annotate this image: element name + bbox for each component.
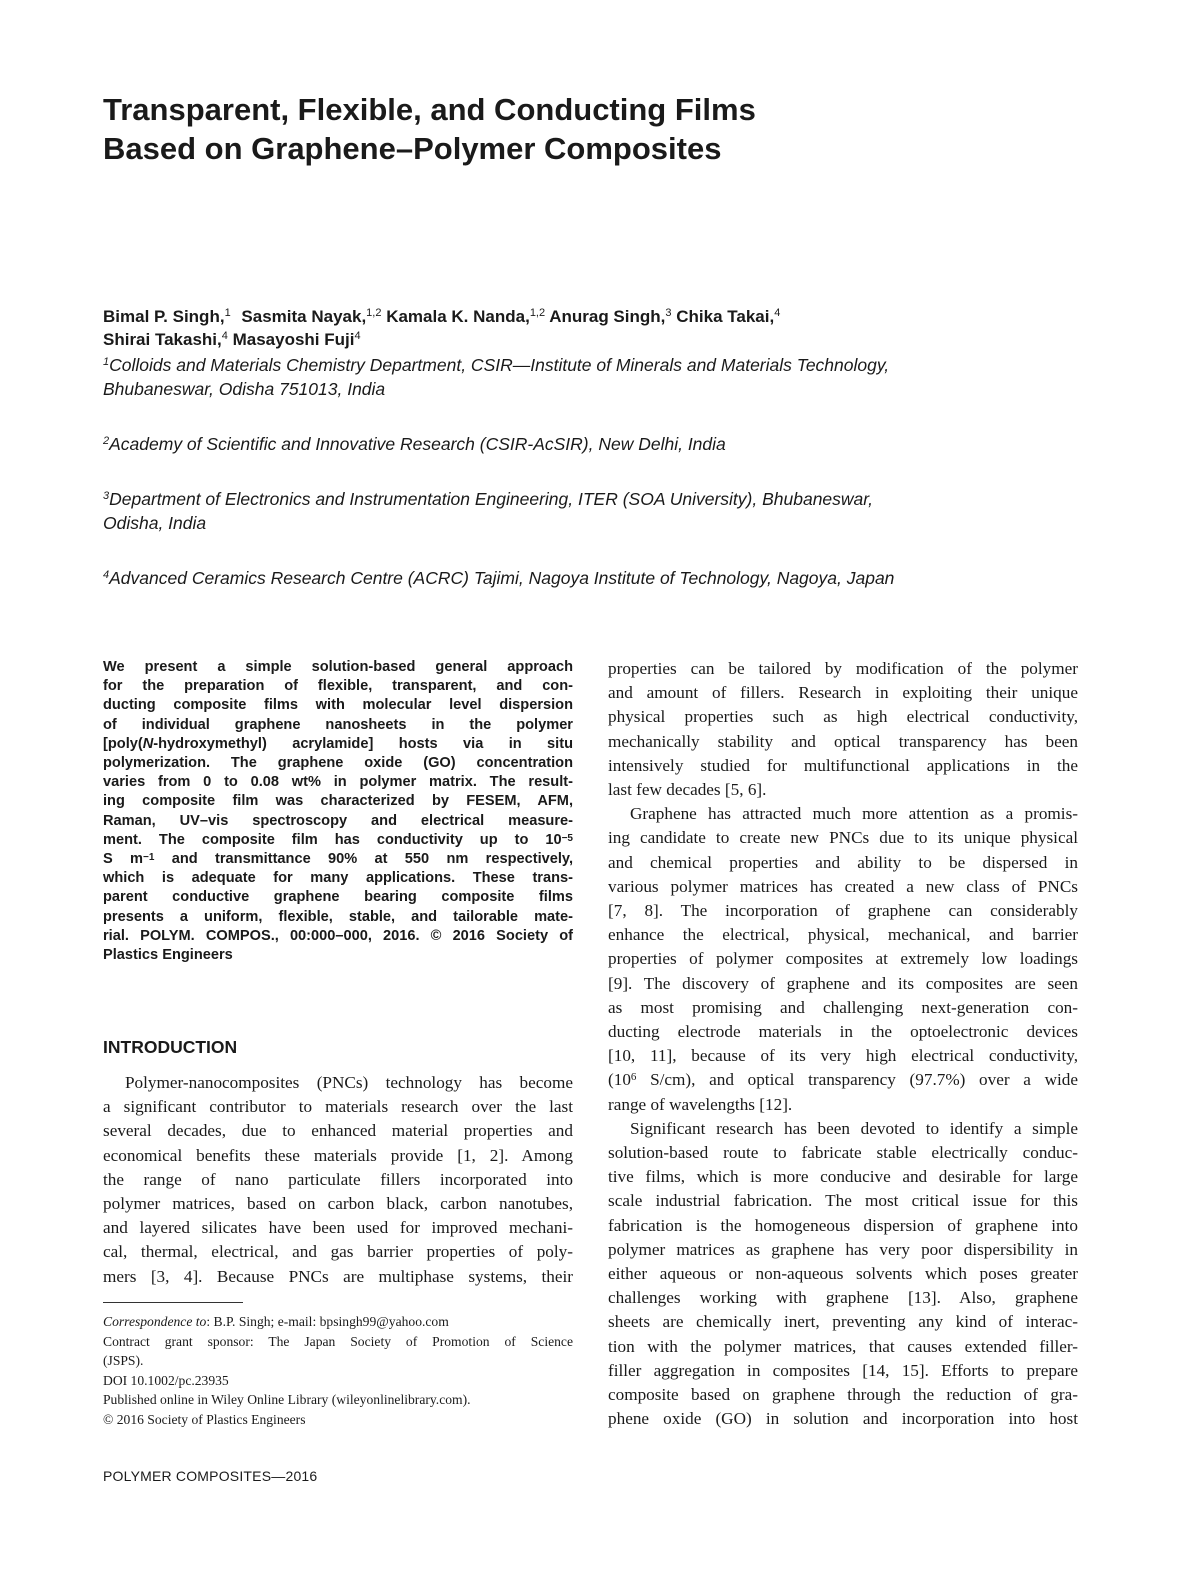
author-list <box>103 305 1063 351</box>
abstract-line: varies from 0 to 0.08 wt% in polymer matrix. The result- <box>103 774 573 791</box>
body-text-line: physical properties such as high electrical conductivity, <box>608 707 1078 727</box>
abstract-line: of individual graphene nanosheets in the polymer <box>103 716 573 733</box>
paper-title <box>103 90 1003 168</box>
body-text-line: range of wavelengths [12]. <box>608 1094 793 1114</box>
body-text-line: economical benefits these materials provide [1, 2]. Among <box>103 1145 573 1165</box>
body-text-line: Graphene has attracted much more attention as a promis- <box>630 804 1078 824</box>
body-text-line: cal, thermal, electrical, and gas barrier properties of poly- <box>103 1242 573 1262</box>
abstract-line: Raman, UV–vis spectroscopy and electrical measure- <box>103 812 573 829</box>
body-text-line: scale industrial fabrication. The most critical issue for this <box>608 1191 1078 1211</box>
author-sup: 1,2 <box>366 307 382 319</box>
footnote-grant: Contract grant sponsor: The Japan Society of Promotion of Science <box>103 1333 573 1349</box>
body-text-line: phene oxide (GO) in solution and incorporation into host <box>608 1409 1078 1429</box>
section-heading: INTRODUCTION <box>103 1037 238 1057</box>
author-line <box>103 328 1063 351</box>
author-sup: 4 <box>774 307 781 319</box>
author-sup: 1 <box>224 307 231 319</box>
footnote-copyright: © 2016 Society of Plastics Engineers <box>103 1411 306 1427</box>
body-text-line: challenges working with graphene [13]. Also, graphene <box>608 1288 1078 1308</box>
affiliation-2 <box>103 432 1063 456</box>
body-text-line: intensively studied for multifunctional applications in the <box>608 755 1078 775</box>
body-text-line: mechanically stability and optical transparency has been <box>608 731 1078 751</box>
body-text-line: [10, 11], because of its very high electrical conductivity, <box>608 1046 1078 1066</box>
affiliation-text: Advanced Ceramics Research Centre (ACRC) Tajimi, Nagoya Institute of Technology, Nagoya, Japan <box>109 568 895 588</box>
body-text-line: Polymer-nanocomposites (PNCs) technology has become <box>125 1073 573 1092</box>
author-name: Shirai Takashi, <box>103 330 222 349</box>
abstract-line: [poly(N-hydroxymethyl) acrylamide] hosts via in situ <box>103 735 573 752</box>
affiliation-sup: 2 <box>103 435 110 447</box>
body-text-line: composite based on graphene through the reduction of gra- <box>608 1385 1078 1405</box>
abstract-line: We present a simple solution-based general approach <box>103 659 573 675</box>
body-text-line: as most promising and challenging next-generation con- <box>608 997 1078 1017</box>
body-text-line: ducting electrode materials in the optoelectronic devices <box>608 1022 1078 1042</box>
affiliation-text: Department of Electronics and Instrumentation Engineering, ITER (SOA University), Bhubaneswar, <box>109 489 873 509</box>
title-line: Based on Graphene–Polymer Composites <box>103 131 722 166</box>
author-sup: 4 <box>354 330 361 342</box>
body-text-line: the range of nano particulate fillers incorporated into <box>103 1169 573 1189</box>
body-column-left <box>103 1071 573 1289</box>
affiliation-sup: 4 <box>103 569 110 581</box>
body-text-line: properties of polymer composites at extremely low loadings <box>608 949 1078 969</box>
author-name: Sasmita Nayak, <box>241 307 367 326</box>
author-sup: 1,2 <box>529 307 546 319</box>
body-column-right <box>608 657 1078 1432</box>
author-sup: 3 <box>665 307 672 319</box>
abstract-line: parent conductive graphene bearing composite films <box>103 889 573 906</box>
body-text-line: [9]. The discovery of graphene and its composites are seen <box>608 973 1078 993</box>
affiliation-1 <box>103 353 1063 401</box>
body-text-line: ($10^6$ S/cm), and optical transparency (97.7%) over a wide <box>608 1070 1078 1090</box>
author-name: Bimal P. Singh, <box>103 307 225 326</box>
body-text-line: Significant research has been devoted to identify a simple <box>630 1118 1078 1138</box>
author-line <box>103 305 1063 328</box>
abstract-line: S $m^{-1}$ and transmittance 90% at 550 nm respectively, <box>103 851 574 868</box>
affiliation-sup: 3 <box>103 490 110 502</box>
footnote-correspondence: Correspondence to: B.P. Singh; e-mail: bpsingh99@yahoo.com <box>103 1314 449 1329</box>
affiliation-text: Academy of Scientific and Innovative Research (CSIR-AcSIR), New Delhi, India <box>109 434 726 454</box>
body-text-line: and chemical properties and ability to be dispersed in <box>608 852 1078 872</box>
body-text-line: properties can be tailored by modification of the polymer <box>608 659 1078 678</box>
body-text-line: either aqueous or non-aqueous solvents which poses greater <box>608 1264 1078 1284</box>
body-text-line: tion with the polymer matrices, that causes extended filler- <box>608 1336 1078 1356</box>
footnotes <box>103 1312 573 1429</box>
abstract-line: ducting composite films with molecular level dispersion <box>103 697 573 714</box>
abstract <box>103 658 573 965</box>
body-text-line: tive films, which is more conducive and desirable for large <box>608 1167 1078 1187</box>
author-name: Kamala K. Nanda, <box>386 307 530 326</box>
affiliation-sup: 1 <box>103 356 110 368</box>
abstract-line: presents a uniform, flexible, stable, and tailorable mate- <box>103 908 573 925</box>
body-text-line: various polymer matrices has created a new class of PNCs <box>608 876 1078 896</box>
abstract-line: rial. POLYM. COMPOS., 00:000–000, 2016. © 2016 Society of <box>103 927 573 944</box>
body-text-line: mers [3, 4]. Because PNCs are multiphase systems, their <box>103 1266 573 1286</box>
affiliation-4 <box>103 566 1063 590</box>
abstract-line: ment. The composite film has conductivity up to $10^{-5}$ <box>103 831 573 848</box>
abstract-line: Plastics Engineers <box>103 947 233 964</box>
affiliation-text: Odisha, India <box>103 513 207 533</box>
abstract-line: which is adequate for many applications. These trans- <box>103 870 573 887</box>
footnote-doi: DOI 10.1002/pc.23935 <box>103 1372 229 1388</box>
author-name: Chika Takai, <box>676 307 775 326</box>
author-name: Anurag Singh, <box>549 307 666 326</box>
body-text-line: and amount of fillers. Research in exploiting their unique <box>608 683 1078 703</box>
body-text-line: polymer matrices as graphene has very poor dispersibility in <box>608 1239 1078 1259</box>
body-text-line: solution-based route to fabricate stable electrically conduc- <box>608 1143 1078 1163</box>
body-text-line: ing candidate to create new PNCs due to its unique physical <box>608 828 1078 848</box>
title-line: Transparent, Flexible, and Conducting Films <box>103 92 756 127</box>
body-text-line: last few decades [5, 6]. <box>608 780 767 800</box>
author-name: Masayoshi Fuji <box>232 330 355 349</box>
body-text-line: and layered silicates have been used for improved mechani- <box>103 1218 573 1238</box>
affiliation-3 <box>103 487 1063 535</box>
footnote-grant: (JSPS). <box>103 1353 144 1368</box>
body-text-line: a significant contributor to materials research over the last <box>103 1097 573 1117</box>
author-sup: 4 <box>221 330 228 342</box>
abstract-line: for the preparation of flexible, transparent, and con- <box>103 678 573 695</box>
affiliation-text: Colloids and Materials Chemistry Department, CSIR—Institute of Minerals and Materials Technology, <box>109 355 890 375</box>
body-text-line: polymer matrices, based on carbon black, carbon nanotubes, <box>103 1194 573 1214</box>
body-text-line: sheets are chemically inert, preventing any kind of interac- <box>608 1312 1078 1332</box>
body-text-line: filler aggregation in composites [14, 15]. Efforts to prepare <box>608 1360 1078 1380</box>
body-text-line: enhance the electrical, physical, mechanical, and barrier <box>608 925 1078 945</box>
footnote-published: Published online in Wiley Online Library (wileyonlinelibrary.com). <box>103 1392 471 1407</box>
abstract-line: polymerization. The graphene oxide (GO) concentration <box>103 755 573 772</box>
body-text-line: fabrication is the homogeneous dispersion of graphene into <box>608 1215 1078 1235</box>
page-footer: POLYMER COMPOSITES—2016 <box>103 1468 318 1484</box>
body-text-line: [7, 8]. The incorporation of graphene can considerably <box>608 901 1078 921</box>
abstract-line: ing composite film was characterized by FESEM, AFM, <box>103 793 573 810</box>
affiliation-text: Bhubaneswar, Odisha 751013, India <box>103 379 386 399</box>
body-text-line: several decades, due to enhanced material properties and <box>103 1121 573 1141</box>
footnote-rule <box>103 1302 243 1303</box>
